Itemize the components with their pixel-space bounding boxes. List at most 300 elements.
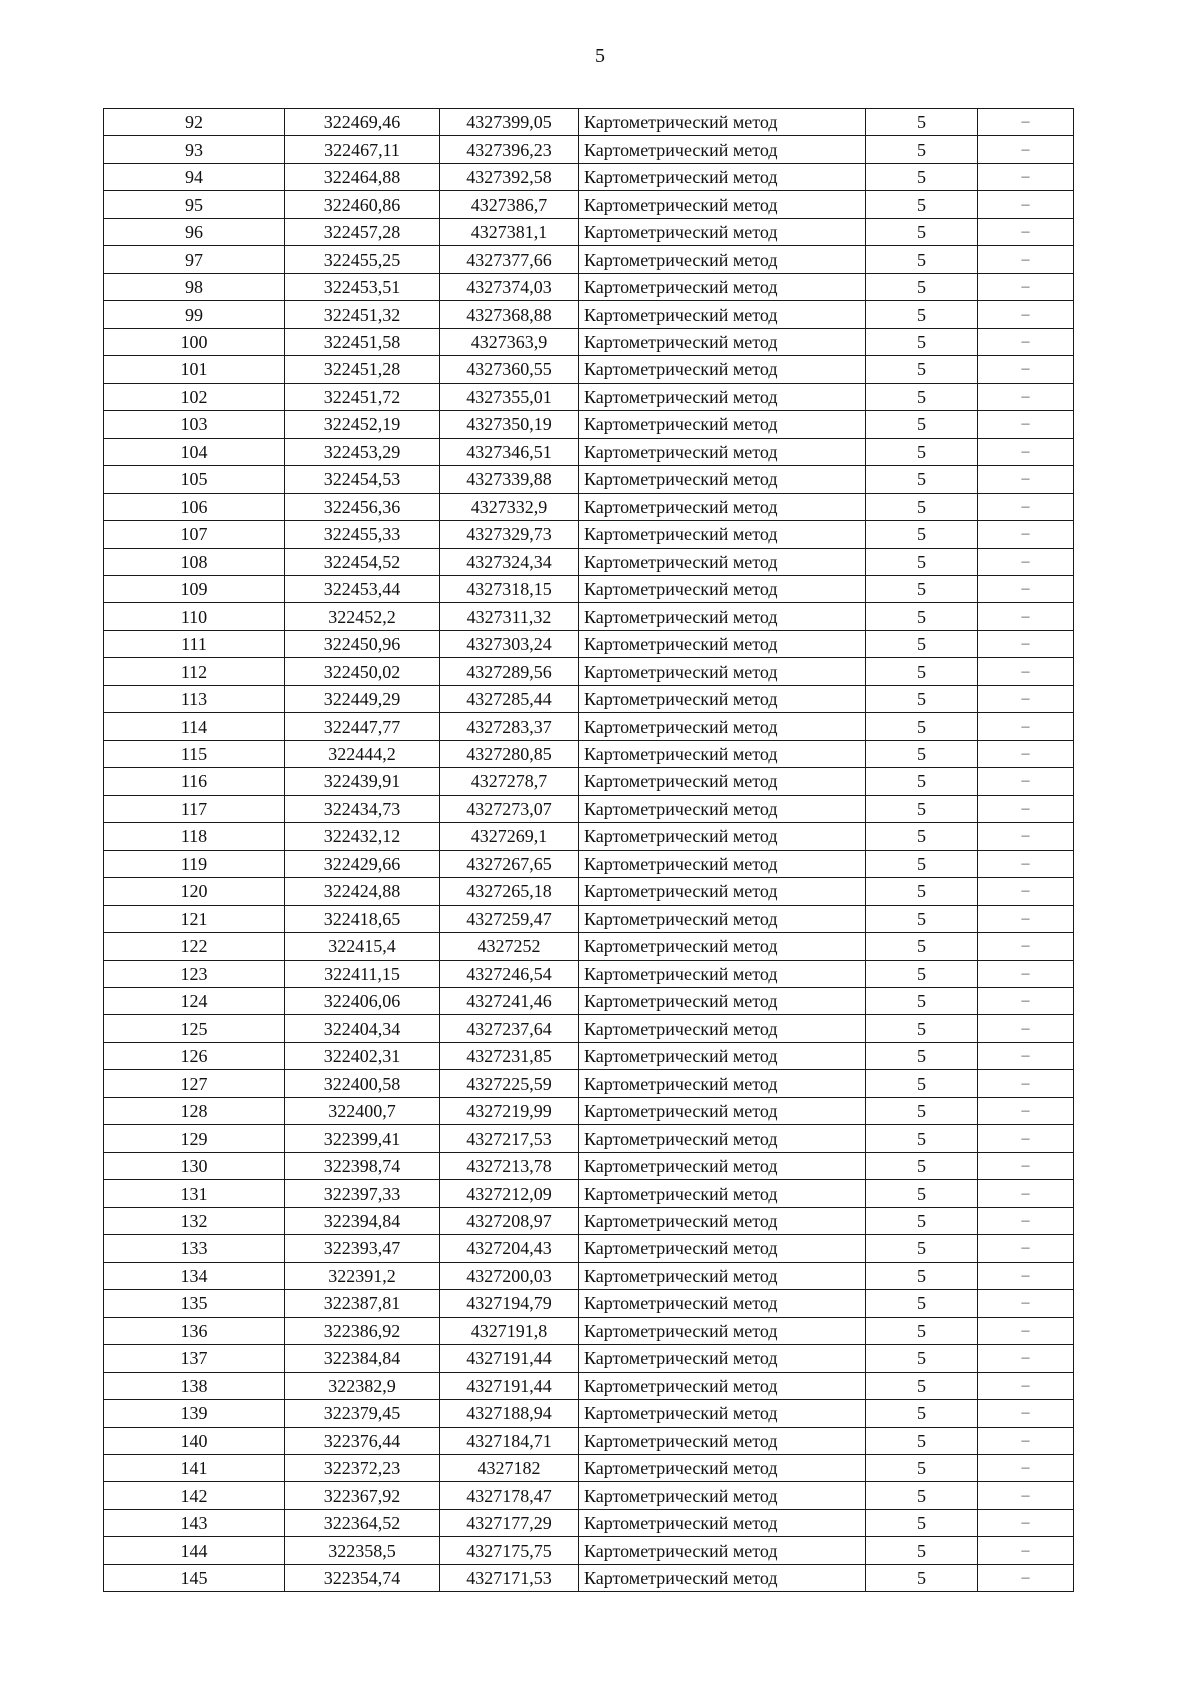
point-number-cell: 141: [104, 1454, 285, 1481]
method-cell: Картометрический метод: [579, 630, 866, 657]
description-cell: –: [978, 603, 1074, 630]
y-coordinate-cell: 4327231,85: [440, 1042, 579, 1069]
x-coordinate-cell: 322460,86: [285, 191, 440, 218]
accuracy-cell: 5: [866, 740, 978, 767]
point-number-cell: 143: [104, 1509, 285, 1536]
table-row: [104, 795, 1074, 822]
x-coordinate-cell: 322453,29: [285, 438, 440, 465]
point-number-cell: 97: [104, 246, 285, 273]
x-coordinate-cell: 322449,29: [285, 685, 440, 712]
x-coordinate-cell: 322372,23: [285, 1454, 440, 1481]
y-coordinate-cell: 4327360,55: [440, 356, 579, 383]
table-row: [104, 438, 1074, 465]
x-coordinate-cell: 322469,46: [285, 109, 440, 136]
description-cell: –: [978, 768, 1074, 795]
point-number-cell: 104: [104, 438, 285, 465]
description-cell: –: [978, 438, 1074, 465]
table-row: [104, 466, 1074, 493]
y-coordinate-cell: 4327217,53: [440, 1125, 579, 1152]
point-number-cell: 139: [104, 1400, 285, 1427]
x-coordinate-cell: 322467,11: [285, 136, 440, 163]
accuracy-cell: 5: [866, 713, 978, 740]
description-cell: –: [978, 1290, 1074, 1317]
y-coordinate-cell: 4327241,46: [440, 988, 579, 1015]
method-cell: Картометрический метод: [579, 713, 866, 740]
method-cell: Картометрический метод: [579, 850, 866, 877]
y-coordinate-cell: 4327329,73: [440, 521, 579, 548]
table-row: [104, 1427, 1074, 1454]
accuracy-cell: 5: [866, 933, 978, 960]
description-cell: –: [978, 1482, 1074, 1509]
y-coordinate-cell: 4327178,47: [440, 1482, 579, 1509]
accuracy-cell: 5: [866, 1180, 978, 1207]
accuracy-cell: 5: [866, 850, 978, 877]
method-cell: Картометрический метод: [579, 548, 866, 575]
method-cell: Картометрический метод: [579, 988, 866, 1015]
description-cell: –: [978, 1454, 1074, 1481]
x-coordinate-cell: 322367,92: [285, 1482, 440, 1509]
description-cell: –: [978, 960, 1074, 987]
table-row: [104, 273, 1074, 300]
x-coordinate-cell: 322455,25: [285, 246, 440, 273]
y-coordinate-cell: 4327368,88: [440, 301, 579, 328]
description-cell: –: [978, 1070, 1074, 1097]
accuracy-cell: 5: [866, 493, 978, 520]
accuracy-cell: 5: [866, 136, 978, 163]
method-cell: Картометрический метод: [579, 603, 866, 630]
accuracy-cell: 5: [866, 1317, 978, 1344]
x-coordinate-cell: 322432,12: [285, 823, 440, 850]
description-cell: –: [978, 246, 1074, 273]
y-coordinate-cell: 4327265,18: [440, 878, 579, 905]
method-cell: Картометрический метод: [579, 273, 866, 300]
table-row: [104, 988, 1074, 1015]
accuracy-cell: 5: [866, 1235, 978, 1262]
x-coordinate-cell: 322411,15: [285, 960, 440, 987]
x-coordinate-cell: 322397,33: [285, 1180, 440, 1207]
point-number-cell: 99: [104, 301, 285, 328]
method-cell: Картометрический метод: [579, 1125, 866, 1152]
point-number-cell: 124: [104, 988, 285, 1015]
x-coordinate-cell: 322451,28: [285, 356, 440, 383]
x-coordinate-cell: 322404,34: [285, 1015, 440, 1042]
description-cell: –: [978, 988, 1074, 1015]
y-coordinate-cell: 4327311,32: [440, 603, 579, 630]
description-cell: –: [978, 823, 1074, 850]
x-coordinate-cell: 322457,28: [285, 218, 440, 245]
y-coordinate-cell: 4327191,44: [440, 1345, 579, 1372]
y-coordinate-cell: 4327188,94: [440, 1400, 579, 1427]
method-cell: Картометрический метод: [579, 658, 866, 685]
y-coordinate-cell: 4327374,03: [440, 273, 579, 300]
y-coordinate-cell: 4327346,51: [440, 438, 579, 465]
table-row: [104, 548, 1074, 575]
method-cell: Картометрический метод: [579, 1262, 866, 1289]
y-coordinate-cell: 4327259,47: [440, 905, 579, 932]
method-cell: Картометрический метод: [579, 1427, 866, 1454]
page-number: 5: [595, 45, 605, 67]
method-cell: Картометрический метод: [579, 1372, 866, 1399]
accuracy-cell: 5: [866, 630, 978, 657]
description-cell: –: [978, 1509, 1074, 1536]
accuracy-cell: 5: [866, 685, 978, 712]
y-coordinate-cell: 4327269,1: [440, 823, 579, 850]
table-row: [104, 603, 1074, 630]
accuracy-cell: 5: [866, 1345, 978, 1372]
description-cell: –: [978, 1400, 1074, 1427]
table-row: [104, 878, 1074, 905]
point-number-cell: 125: [104, 1015, 285, 1042]
table-row: [104, 136, 1074, 163]
point-number-cell: 145: [104, 1564, 285, 1591]
accuracy-cell: 5: [866, 1097, 978, 1124]
accuracy-cell: 5: [866, 1400, 978, 1427]
table-row: [104, 1317, 1074, 1344]
description-cell: –: [978, 109, 1074, 136]
method-cell: Картометрический метод: [579, 1317, 866, 1344]
accuracy-cell: 5: [866, 1042, 978, 1069]
point-number-cell: 116: [104, 768, 285, 795]
table-row: [104, 109, 1074, 136]
table-row: [104, 1537, 1074, 1564]
accuracy-cell: 5: [866, 1207, 978, 1234]
x-coordinate-cell: 322394,84: [285, 1207, 440, 1234]
description-cell: –: [978, 1564, 1074, 1591]
x-coordinate-cell: 322424,88: [285, 878, 440, 905]
description-cell: –: [978, 685, 1074, 712]
y-coordinate-cell: 4327386,7: [440, 191, 579, 218]
description-cell: –: [978, 1015, 1074, 1042]
table-row: [104, 658, 1074, 685]
point-number-cell: 120: [104, 878, 285, 905]
y-coordinate-cell: 4327252: [440, 933, 579, 960]
description-cell: –: [978, 795, 1074, 822]
x-coordinate-cell: 322450,96: [285, 630, 440, 657]
method-cell: Картометрический метод: [579, 1290, 866, 1317]
point-number-cell: 112: [104, 658, 285, 685]
table-row: [104, 1482, 1074, 1509]
description-cell: –: [978, 575, 1074, 602]
y-coordinate-cell: 4327332,9: [440, 493, 579, 520]
x-coordinate-cell: 322400,7: [285, 1097, 440, 1124]
x-coordinate-cell: 322415,4: [285, 933, 440, 960]
x-coordinate-cell: 322439,91: [285, 768, 440, 795]
y-coordinate-cell: 4327171,53: [440, 1564, 579, 1591]
table-row: [104, 1042, 1074, 1069]
table-row: [104, 960, 1074, 987]
description-cell: –: [978, 548, 1074, 575]
method-cell: Картометрический метод: [579, 218, 866, 245]
y-coordinate-cell: 4327200,03: [440, 1262, 579, 1289]
table-row: [104, 1180, 1074, 1207]
description-cell: –: [978, 1097, 1074, 1124]
y-coordinate-cell: 4327392,58: [440, 163, 579, 190]
table-row: [104, 1262, 1074, 1289]
y-coordinate-cell: 4327246,54: [440, 960, 579, 987]
point-number-cell: 126: [104, 1042, 285, 1069]
x-coordinate-cell: 322384,84: [285, 1345, 440, 1372]
method-cell: Картометрический метод: [579, 383, 866, 410]
method-cell: Картометрический метод: [579, 1070, 866, 1097]
y-coordinate-cell: 4327377,66: [440, 246, 579, 273]
point-number-cell: 128: [104, 1097, 285, 1124]
accuracy-cell: 5: [866, 218, 978, 245]
description-cell: –: [978, 136, 1074, 163]
y-coordinate-cell: 4327381,1: [440, 218, 579, 245]
y-coordinate-cell: 4327219,99: [440, 1097, 579, 1124]
description-cell: –: [978, 1262, 1074, 1289]
x-coordinate-cell: 322454,52: [285, 548, 440, 575]
x-coordinate-cell: 322402,31: [285, 1042, 440, 1069]
y-coordinate-cell: 4327273,07: [440, 795, 579, 822]
method-cell: Картометрический метод: [579, 1537, 866, 1564]
table-row: [104, 740, 1074, 767]
accuracy-cell: 5: [866, 383, 978, 410]
y-coordinate-cell: 4327363,9: [440, 328, 579, 355]
description-cell: –: [978, 1317, 1074, 1344]
table-row: [104, 163, 1074, 190]
accuracy-cell: 5: [866, 191, 978, 218]
point-number-cell: 119: [104, 850, 285, 877]
accuracy-cell: 5: [866, 658, 978, 685]
point-number-cell: 105: [104, 466, 285, 493]
x-coordinate-cell: 322451,72: [285, 383, 440, 410]
x-coordinate-cell: 322452,19: [285, 411, 440, 438]
coordinates-table-body: [104, 109, 1074, 1592]
point-number-cell: 109: [104, 575, 285, 602]
point-number-cell: 111: [104, 630, 285, 657]
description-cell: –: [978, 1345, 1074, 1372]
method-cell: Картометрический метод: [579, 1482, 866, 1509]
point-number-cell: 121: [104, 905, 285, 932]
method-cell: Картометрический метод: [579, 575, 866, 602]
method-cell: Картометрический метод: [579, 411, 866, 438]
accuracy-cell: 5: [866, 163, 978, 190]
point-number-cell: 95: [104, 191, 285, 218]
method-cell: Картометрический метод: [579, 1509, 866, 1536]
point-number-cell: 118: [104, 823, 285, 850]
y-coordinate-cell: 4327396,23: [440, 136, 579, 163]
table-row: [104, 521, 1074, 548]
x-coordinate-cell: 322387,81: [285, 1290, 440, 1317]
x-coordinate-cell: 322398,74: [285, 1152, 440, 1179]
method-cell: Картометрический метод: [579, 1097, 866, 1124]
point-number-cell: 106: [104, 493, 285, 520]
point-number-cell: 137: [104, 1345, 285, 1372]
method-cell: Картометрический метод: [579, 1152, 866, 1179]
point-number-cell: 127: [104, 1070, 285, 1097]
accuracy-cell: 5: [866, 1509, 978, 1536]
y-coordinate-cell: 4327204,43: [440, 1235, 579, 1262]
accuracy-cell: 5: [866, 1125, 978, 1152]
point-number-cell: 101: [104, 356, 285, 383]
description-cell: –: [978, 1427, 1074, 1454]
accuracy-cell: 5: [866, 438, 978, 465]
accuracy-cell: 5: [866, 1015, 978, 1042]
y-coordinate-cell: 4327208,97: [440, 1207, 579, 1234]
description-cell: –: [978, 521, 1074, 548]
description-cell: –: [978, 740, 1074, 767]
description-cell: –: [978, 713, 1074, 740]
method-cell: Картометрический метод: [579, 905, 866, 932]
accuracy-cell: 5: [866, 1427, 978, 1454]
description-cell: –: [978, 411, 1074, 438]
y-coordinate-cell: 4327191,8: [440, 1317, 579, 1344]
accuracy-cell: 5: [866, 548, 978, 575]
x-coordinate-cell: 322451,32: [285, 301, 440, 328]
y-coordinate-cell: 4327303,24: [440, 630, 579, 657]
description-cell: –: [978, 356, 1074, 383]
x-coordinate-cell: 322376,44: [285, 1427, 440, 1454]
accuracy-cell: 5: [866, 109, 978, 136]
point-number-cell: 130: [104, 1152, 285, 1179]
description-cell: –: [978, 383, 1074, 410]
x-coordinate-cell: 322464,88: [285, 163, 440, 190]
description-cell: –: [978, 905, 1074, 932]
description-cell: –: [978, 1042, 1074, 1069]
accuracy-cell: 5: [866, 1564, 978, 1591]
point-number-cell: 113: [104, 685, 285, 712]
table-row: [104, 768, 1074, 795]
point-number-cell: 129: [104, 1125, 285, 1152]
method-cell: Картометрический метод: [579, 191, 866, 218]
point-number-cell: 103: [104, 411, 285, 438]
table-row: [104, 1400, 1074, 1427]
x-coordinate-cell: 322358,5: [285, 1537, 440, 1564]
accuracy-cell: 5: [866, 1537, 978, 1564]
x-coordinate-cell: 322391,2: [285, 1262, 440, 1289]
point-number-cell: 98: [104, 273, 285, 300]
x-coordinate-cell: 322379,45: [285, 1400, 440, 1427]
description-cell: –: [978, 493, 1074, 520]
accuracy-cell: 5: [866, 795, 978, 822]
x-coordinate-cell: 322399,41: [285, 1125, 440, 1152]
point-number-cell: 135: [104, 1290, 285, 1317]
point-number-cell: 136: [104, 1317, 285, 1344]
x-coordinate-cell: 322444,2: [285, 740, 440, 767]
method-cell: Картометрический метод: [579, 1235, 866, 1262]
description-cell: –: [978, 163, 1074, 190]
description-cell: –: [978, 191, 1074, 218]
x-coordinate-cell: 322354,74: [285, 1564, 440, 1591]
table-row: [104, 411, 1074, 438]
accuracy-cell: 5: [866, 603, 978, 630]
table-row: [104, 1290, 1074, 1317]
method-cell: Картометрический метод: [579, 136, 866, 163]
y-coordinate-cell: 4327212,09: [440, 1180, 579, 1207]
accuracy-cell: 5: [866, 823, 978, 850]
x-coordinate-cell: 322454,53: [285, 466, 440, 493]
description-cell: –: [978, 850, 1074, 877]
description-cell: –: [978, 1372, 1074, 1399]
y-coordinate-cell: 4327324,34: [440, 548, 579, 575]
accuracy-cell: 5: [866, 1372, 978, 1399]
table-row: [104, 301, 1074, 328]
method-cell: Картометрический метод: [579, 1564, 866, 1591]
table-row: [104, 933, 1074, 960]
description-cell: –: [978, 466, 1074, 493]
table-row: [104, 246, 1074, 273]
table-row: [104, 850, 1074, 877]
description-cell: –: [978, 933, 1074, 960]
point-number-cell: 110: [104, 603, 285, 630]
method-cell: Картометрический метод: [579, 521, 866, 548]
y-coordinate-cell: 4327280,85: [440, 740, 579, 767]
description-cell: –: [978, 273, 1074, 300]
description-cell: –: [978, 1152, 1074, 1179]
y-coordinate-cell: 4327339,88: [440, 466, 579, 493]
table-row: [104, 383, 1074, 410]
accuracy-cell: 5: [866, 575, 978, 602]
point-number-cell: 93: [104, 136, 285, 163]
method-cell: Картометрический метод: [579, 1400, 866, 1427]
y-coordinate-cell: 4327399,05: [440, 109, 579, 136]
description-cell: –: [978, 1235, 1074, 1262]
y-coordinate-cell: 4327285,44: [440, 685, 579, 712]
table-row: [104, 1372, 1074, 1399]
description-cell: –: [978, 218, 1074, 245]
table-row: [104, 356, 1074, 383]
method-cell: Картометрический метод: [579, 438, 866, 465]
y-coordinate-cell: 4327175,75: [440, 1537, 579, 1564]
description-cell: –: [978, 1180, 1074, 1207]
table-row: [104, 1454, 1074, 1481]
point-number-cell: 96: [104, 218, 285, 245]
table-row: [104, 1070, 1074, 1097]
x-coordinate-cell: 322452,2: [285, 603, 440, 630]
accuracy-cell: 5: [866, 1070, 978, 1097]
x-coordinate-cell: 322456,36: [285, 493, 440, 520]
method-cell: Картометрический метод: [579, 466, 866, 493]
point-number-cell: 94: [104, 163, 285, 190]
y-coordinate-cell: 4327283,37: [440, 713, 579, 740]
point-number-cell: 107: [104, 521, 285, 548]
description-cell: –: [978, 1125, 1074, 1152]
table-row: [104, 1235, 1074, 1262]
x-coordinate-cell: 322386,92: [285, 1317, 440, 1344]
x-coordinate-cell: 322447,77: [285, 713, 440, 740]
point-number-cell: 117: [104, 795, 285, 822]
method-cell: Картометрический метод: [579, 163, 866, 190]
point-number-cell: 142: [104, 1482, 285, 1509]
method-cell: Картометрический метод: [579, 685, 866, 712]
accuracy-cell: 5: [866, 768, 978, 795]
method-cell: Картометрический метод: [579, 1454, 866, 1481]
accuracy-cell: 5: [866, 273, 978, 300]
table-row: [104, 905, 1074, 932]
point-number-cell: 100: [104, 328, 285, 355]
accuracy-cell: 5: [866, 301, 978, 328]
y-coordinate-cell: 4327194,79: [440, 1290, 579, 1317]
x-coordinate-cell: 322455,33: [285, 521, 440, 548]
point-number-cell: 131: [104, 1180, 285, 1207]
x-coordinate-cell: 322453,44: [285, 575, 440, 602]
table-row: [104, 1564, 1074, 1591]
method-cell: Картометрический метод: [579, 878, 866, 905]
accuracy-cell: 5: [866, 466, 978, 493]
y-coordinate-cell: 4327237,64: [440, 1015, 579, 1042]
method-cell: Картометрический метод: [579, 109, 866, 136]
table-row: [104, 328, 1074, 355]
point-number-cell: 134: [104, 1262, 285, 1289]
table-row: [104, 1097, 1074, 1124]
method-cell: Картометрический метод: [579, 795, 866, 822]
accuracy-cell: 5: [866, 1262, 978, 1289]
point-number-cell: 140: [104, 1427, 285, 1454]
coordinates-table: [103, 108, 1074, 1592]
point-number-cell: 108: [104, 548, 285, 575]
x-coordinate-cell: 322434,73: [285, 795, 440, 822]
